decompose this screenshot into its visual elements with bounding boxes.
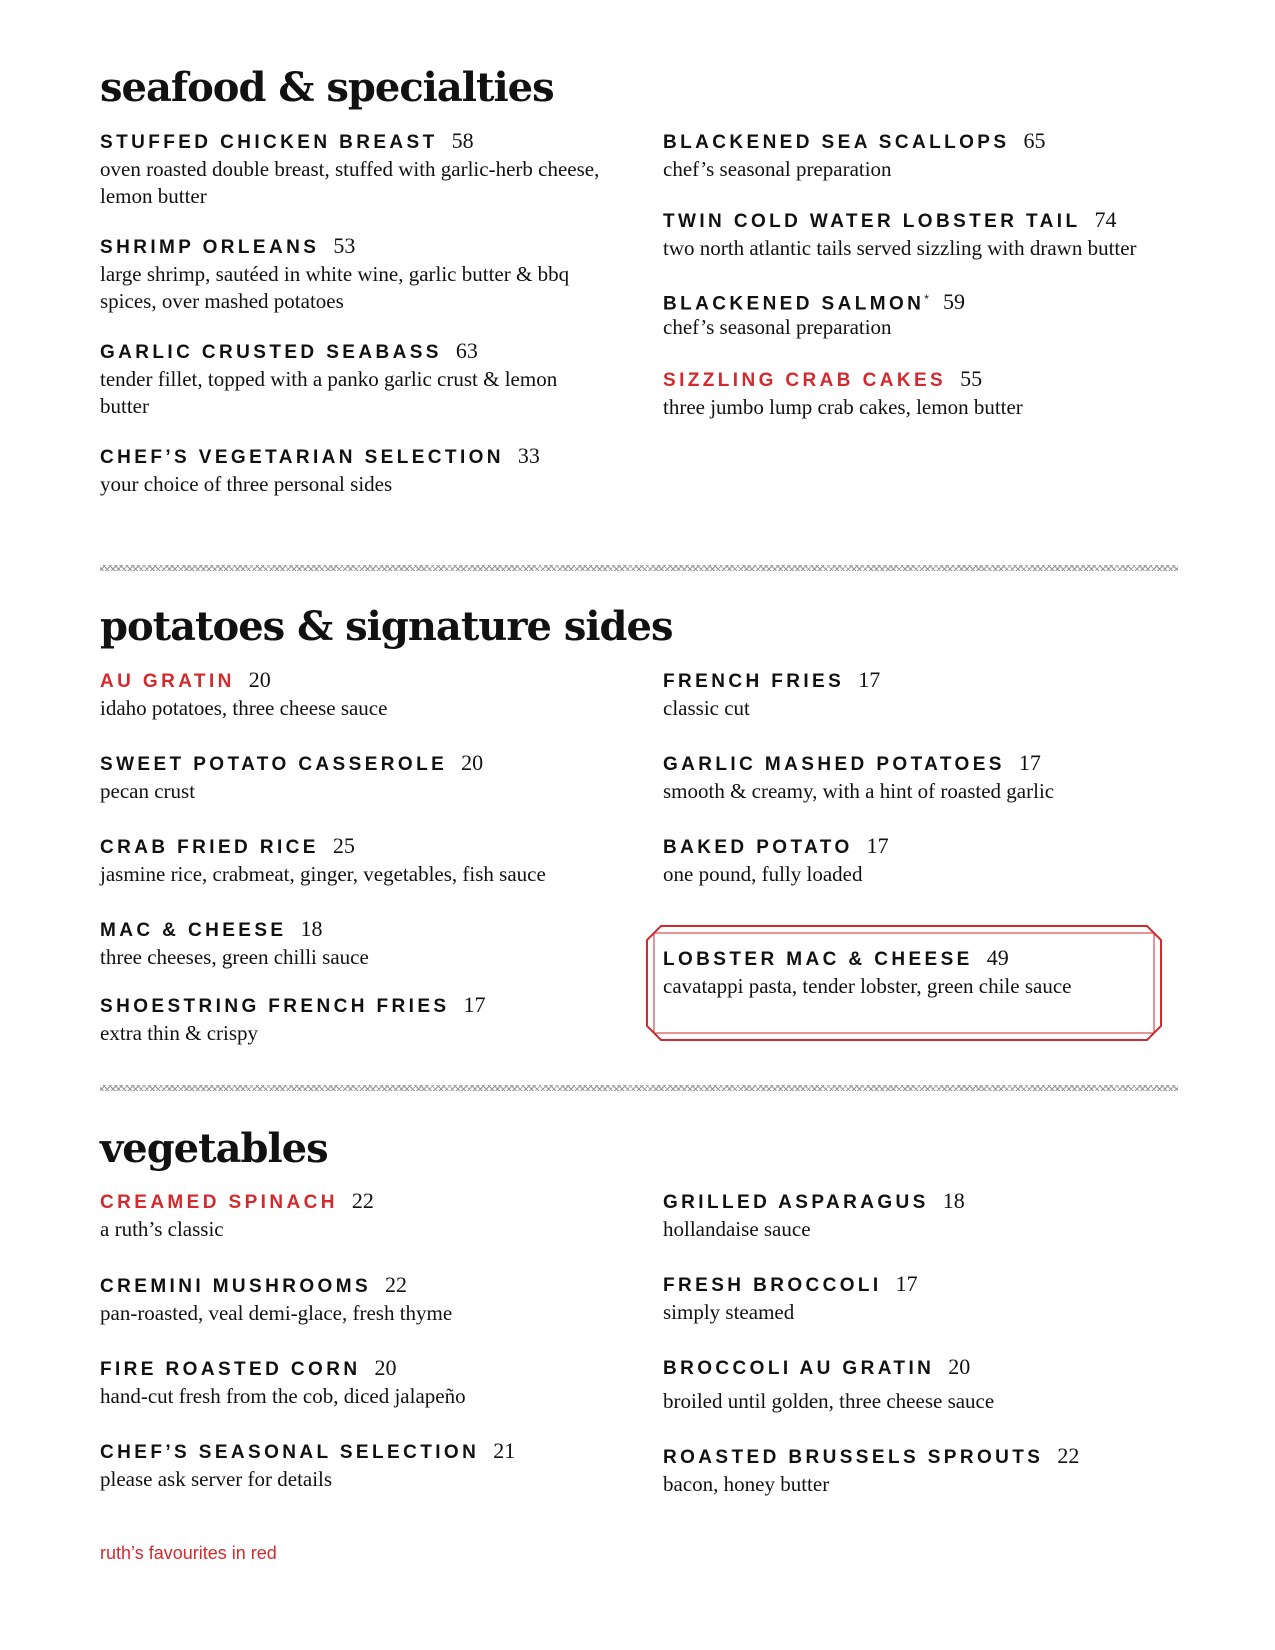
menu-item-favourite <box>100 665 600 722</box>
item-price: 53 <box>333 233 356 258</box>
menu-item <box>663 831 1183 888</box>
item-description: hollandaise sauce <box>663 1217 811 1241</box>
item-description: extra thin & crispy <box>100 1021 259 1045</box>
item-description: chef’s seasonal preparation <box>663 315 892 339</box>
item-description: broiled until golden, three cheese sauce <box>663 1389 995 1413</box>
item-price: 22 <box>385 1272 408 1297</box>
item-description: chef’s seasonal preparation <box>663 157 892 181</box>
menu-item <box>663 1269 1183 1326</box>
item-name: BROCCOLI AU GRATIN <box>663 1358 935 1379</box>
item-name: BLACKENED SEA SCALLOPS <box>663 132 1010 153</box>
item-description: please ask server for details <box>100 1467 333 1491</box>
section-title-seafood: seafood & specialties <box>100 64 554 111</box>
item-description: your choice of three personal sides <box>100 472 393 496</box>
item-description: hand-cut fresh from the cob, diced jalapeño <box>100 1384 466 1408</box>
menu-item <box>663 1352 1183 1415</box>
item-description: classic cut <box>663 696 750 720</box>
item-name: BAKED POTATO <box>663 837 853 858</box>
item-description: two north atlantic tails served sizzling with drawn butter <box>663 236 1137 260</box>
section-title-sides: potatoes & signature sides <box>100 603 673 650</box>
favourites-footnote: ruth’s favourites in red <box>100 1543 277 1563</box>
menu-item <box>663 1186 1183 1243</box>
item-price: 20 <box>374 1355 397 1380</box>
menu-item-favourite <box>100 1186 600 1243</box>
item-description: idaho potatoes, three cheese sauce <box>100 696 388 720</box>
item-description: oven roasted double breast, stuffed with garlic-herb cheese, lemon butter <box>100 157 600 208</box>
item-name: LOBSTER MAC & CHEESE <box>663 949 973 970</box>
item-price: 63 <box>455 338 478 363</box>
item-description: tender fillet, topped with a panko garlic crust & lemon butter <box>100 367 558 418</box>
item-description: one pound, fully loaded <box>663 862 863 886</box>
item-price: 22 <box>1057 1443 1080 1468</box>
item-name: GRILLED ASPARAGUS <box>663 1192 929 1213</box>
item-price: 58 <box>451 128 474 153</box>
menu-item <box>663 205 1183 262</box>
item-description: a ruth’s classic <box>100 1217 224 1241</box>
item-name: CREAMED SPINACH <box>100 1192 338 1213</box>
item-price: 17 <box>895 1271 918 1296</box>
item-price: 33 <box>517 443 540 468</box>
item-name: CHEF’S SEASONAL SELECTION <box>100 1442 480 1463</box>
menu-item <box>100 231 600 315</box>
item-name: AU GRATIN <box>100 671 235 692</box>
item-name: GARLIC MASHED POTATOES <box>663 754 1005 775</box>
item-name: ROASTED BRUSSELS SPROUTS <box>663 1447 1044 1468</box>
item-name: CREMINI MUSHROOMS <box>100 1276 372 1297</box>
item-name: GARLIC CRUSTED SEABASS <box>100 342 442 363</box>
section-title-vegetables: vegetables <box>100 1125 328 1172</box>
menu-item <box>663 126 1183 183</box>
menu-item <box>100 831 600 888</box>
item-name: TWIN COLD WATER LOBSTER TAIL <box>663 211 1081 232</box>
item-name: MAC & CHEESE <box>100 920 287 941</box>
menu-item <box>663 1441 1183 1498</box>
item-price: 17 <box>463 992 486 1017</box>
item-description: pan-roasted, veal demi-glace, fresh thyme <box>100 1301 453 1325</box>
item-name: BLACKENED SALMON <box>663 293 925 315</box>
item-name: FRENCH FRIES <box>663 671 845 692</box>
item-price: 49 <box>986 945 1009 970</box>
item-name: FIRE ROASTED CORN <box>100 1359 361 1380</box>
menu-item <box>663 284 1183 341</box>
menu-item <box>100 126 600 210</box>
item-name: FRESH BROCCOLI <box>663 1275 882 1296</box>
item-description: cavatappi pasta, tender lobster, green chile sauce <box>663 974 1072 998</box>
item-description: smooth & creamy, with a hint of roasted garlic <box>663 779 1055 803</box>
item-name: STUFFED CHICKEN BREAST <box>100 132 438 153</box>
item-description: large shrimp, sautéed in white wine, garlic butter & bbq spices, over mashed potatoes <box>100 262 570 313</box>
menu-item-favourite <box>663 364 1183 421</box>
menu-item <box>100 914 600 971</box>
menu-item <box>100 1270 600 1327</box>
item-price: 74 <box>1094 207 1117 232</box>
menu-item <box>663 748 1183 805</box>
item-description: bacon, honey butter <box>663 1472 830 1496</box>
menu-item <box>100 990 600 1047</box>
item-description: simply steamed <box>663 1300 795 1324</box>
menu-item <box>100 1436 600 1493</box>
item-price: 65 <box>1023 128 1046 153</box>
item-description: three cheeses, green chilli sauce <box>100 945 369 969</box>
section-divider <box>100 1085 1178 1091</box>
item-price: 18 <box>942 1188 965 1213</box>
item-price: 17 <box>866 833 889 858</box>
item-price: 25 <box>332 833 355 858</box>
item-price: 17 <box>1018 750 1041 775</box>
menu-item <box>100 1353 600 1410</box>
dietary-marker: * <box>924 292 929 306</box>
item-name: CRAB FRIED RICE <box>100 837 319 858</box>
item-price: 20 <box>948 1354 971 1379</box>
menu-item <box>663 665 1183 722</box>
item-name: SWEET POTATO CASSEROLE <box>100 754 448 775</box>
item-price: 18 <box>300 916 323 941</box>
item-name: CHEF’S VEGETARIAN SELECTION <box>100 447 504 468</box>
section-divider <box>100 565 1178 571</box>
item-name: SHOESTRING FRENCH FRIES <box>100 996 450 1017</box>
item-name: SHRIMP ORLEANS <box>100 237 320 258</box>
menu-item <box>100 336 600 420</box>
item-price: 20 <box>248 667 271 692</box>
item-price: 22 <box>351 1188 374 1213</box>
item-price: 21 <box>493 1438 516 1463</box>
item-price: 20 <box>461 750 484 775</box>
item-price: 55 <box>960 366 983 391</box>
item-description: three jumbo lump crab cakes, lemon butter <box>663 395 1023 419</box>
featured-item-frame <box>645 924 1163 1042</box>
item-price: 59 <box>942 289 965 315</box>
menu-item <box>100 441 600 498</box>
item-price: 17 <box>858 667 881 692</box>
item-description: pecan crust <box>100 779 196 803</box>
menu-item <box>100 748 600 805</box>
item-description: jasmine rice, crabmeat, ginger, vegetables, fish sauce <box>100 862 546 886</box>
item-name: SIZZLING CRAB CAKES <box>663 370 947 391</box>
